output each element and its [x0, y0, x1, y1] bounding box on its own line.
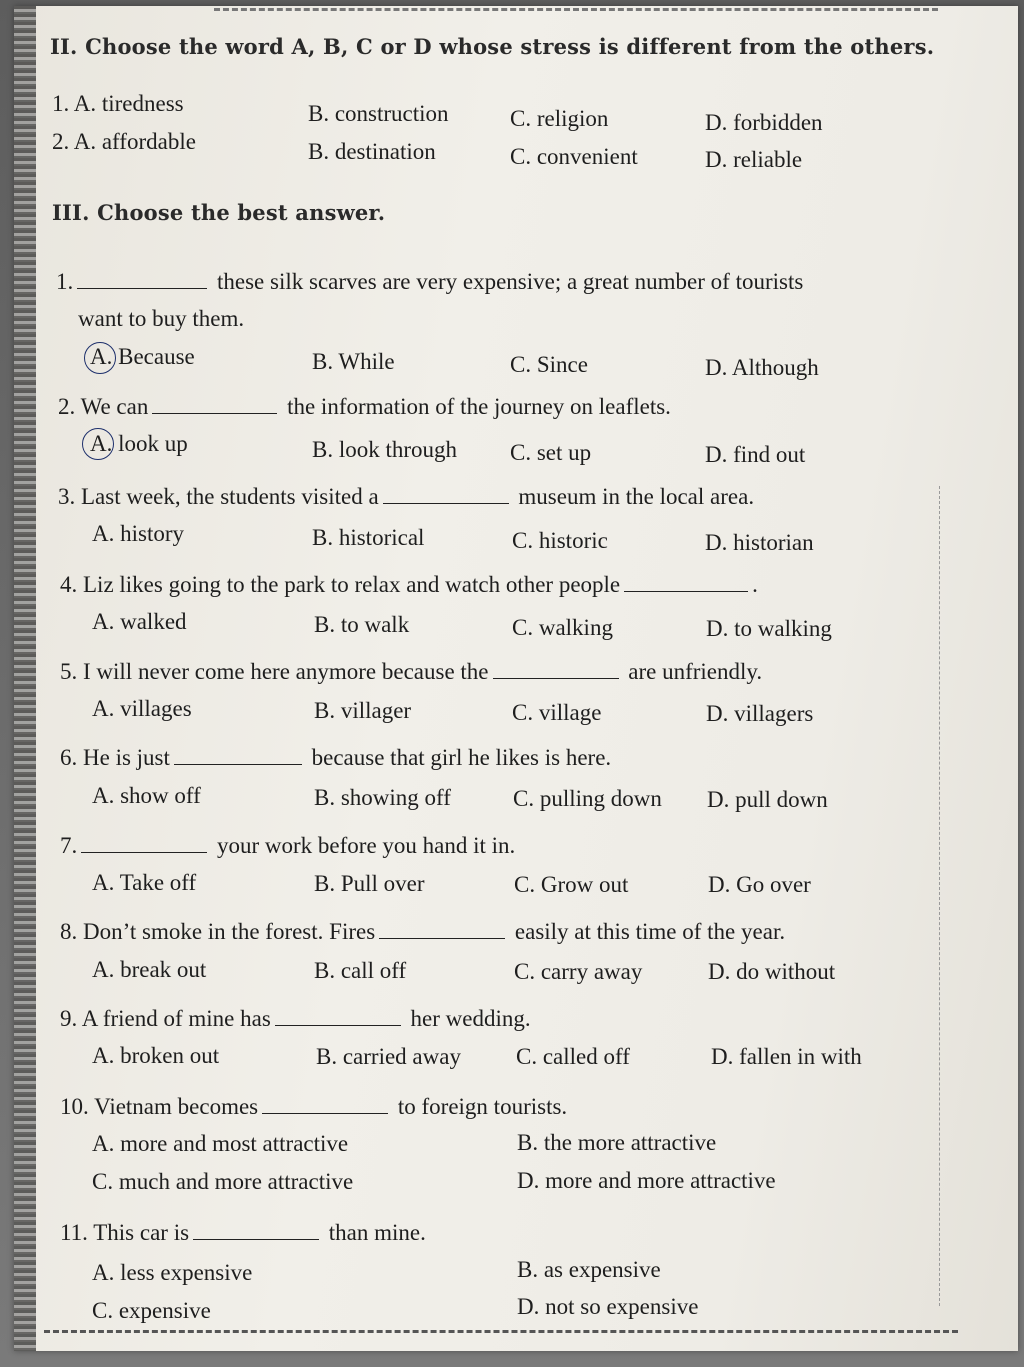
section-3-heading: III. Choose the best answer.: [52, 200, 386, 225]
s3-q5-option-a: A. villages: [92, 696, 192, 721]
s2-q1-option-d: D. forbidden: [705, 110, 823, 135]
s3-q3-option-c: C. historic: [512, 528, 608, 553]
s3-q11-option-a: A. less expensive: [92, 1260, 253, 1285]
s3-q10-option-c: C. much and more attractive: [92, 1169, 354, 1194]
s3-q6-option-d: D. pull down: [707, 787, 828, 812]
s3-q10-option-b: B. the more attractive: [517, 1130, 717, 1155]
s3-q4-option-c: C. walking: [512, 615, 613, 640]
s3-q6-option-a: A. show off: [92, 783, 201, 808]
s3-q7-option-a: A. Take off: [92, 870, 197, 895]
s3-q5-stem: 5. I will never come here anymore because the are unfriendly.: [60, 659, 763, 684]
s3-q7-option-d: D. Go over: [708, 872, 811, 897]
s3-q8-option-d: D. do without: [708, 959, 836, 984]
s2-q2-option-d: D. reliable: [705, 147, 803, 172]
s3-q8-stem: 8. Don’t smoke in the forest. Fires easily at this time of the year.: [60, 919, 786, 944]
s3-q6-option-c: C. pulling down: [513, 786, 662, 811]
s3-q9-option-c: C. called off: [516, 1044, 630, 1069]
s3-q7-stem: 7. your work before you hand it in.: [60, 833, 516, 858]
s3-q3-option-b: B. historical: [312, 525, 425, 550]
s3-q3-option-d: D. historian: [705, 530, 814, 555]
s3-q4-stem: 4. Liz likes going to the park to relax and watch other people .: [60, 572, 758, 597]
s3-q1-option-a: A. Because: [90, 344, 195, 369]
s3-q3-option-a: A. history: [92, 521, 184, 546]
s2-q1-option-a: 1. A. tiredness: [52, 91, 184, 116]
right-dashed-border: [939, 486, 940, 1306]
binding-edge: [14, 6, 36, 1351]
s3-q9-option-d: D. fallen in with: [711, 1044, 862, 1069]
s3-q4-option-b: B. to walk: [314, 612, 410, 637]
section-2-heading: II. Choose the word A, B, C or D whose stress is different from the others.: [50, 34, 935, 59]
s3-q8-option-b: B. call off: [314, 958, 407, 983]
s3-q11-option-c: C. expensive: [92, 1298, 211, 1323]
s2-q2-option-c: C. convenient: [510, 144, 638, 169]
s3-q9-option-b: B. carried away: [316, 1044, 461, 1069]
s3-q1-stem: 1. these silk scarves are very expensive; a great number of tourists: [56, 269, 804, 294]
s2-q2-option-b: B. destination: [308, 139, 436, 164]
s3-q2-option-c: C. set up: [510, 440, 592, 465]
s3-q1-option-c: C. Since: [510, 352, 588, 377]
s3-q9-stem: 9. A friend of mine has her wedding.: [60, 1006, 531, 1031]
s3-q10-stem: 10. Vietnam becomes to foreign tourists.: [60, 1094, 568, 1119]
s3-q11-option-d: D. not so expensive: [517, 1294, 699, 1319]
bottom-dashed-border: [44, 1330, 958, 1333]
s3-q4-option-d: D. to walking: [706, 616, 832, 641]
s3-q5-option-b: B. villager: [314, 698, 412, 723]
s3-q10-option-a: A. more and most attractive: [92, 1131, 349, 1156]
s3-q11-stem: 11. This car is than mine.: [60, 1220, 426, 1245]
s3-q6-stem: 6. He is just because that girl he likes is here.: [60, 745, 612, 770]
s3-q5-option-d: D. villagers: [706, 701, 814, 726]
s3-q5-option-c: C. village: [512, 700, 602, 725]
s3-q1-option-b: B. While: [312, 349, 395, 374]
s3-q6-option-b: B. showing off: [314, 785, 451, 810]
s3-q1-option-d: D. Although: [705, 355, 819, 380]
s3-q8-option-c: C. carry away: [514, 959, 643, 984]
s2-q1-option-c: C. religion: [510, 106, 609, 131]
s3-q7-option-b: B. Pull over: [314, 871, 425, 896]
s3-q2-option-b: B. look through: [312, 437, 458, 462]
s3-q8-option-a: A. break out: [92, 957, 207, 982]
s3-q7-option-c: C. Grow out: [514, 872, 629, 897]
top-dashed-border: [214, 8, 938, 11]
s2-q1-option-b: B. construction: [308, 101, 449, 126]
s3-q2-option-d: D. find out: [705, 442, 806, 467]
s2-q2-option-a: 2. A. affordable: [52, 129, 196, 154]
s3-q10-option-d: D. more and more attractive: [517, 1168, 776, 1193]
s3-q1-stem-line2: want to buy them.: [78, 306, 245, 331]
s3-q2-stem: 2. We can the information of the journey on leaflets.: [58, 394, 671, 419]
s3-q9-option-a: A. broken out: [92, 1043, 220, 1068]
s3-q11-option-b: B. as expensive: [517, 1257, 661, 1282]
s3-q4-option-a: A. walked: [92, 609, 187, 634]
s3-q3-stem: 3. Last week, the students visited a museum in the local area.: [58, 484, 755, 509]
s3-q2-option-a: A. look up: [90, 431, 188, 456]
